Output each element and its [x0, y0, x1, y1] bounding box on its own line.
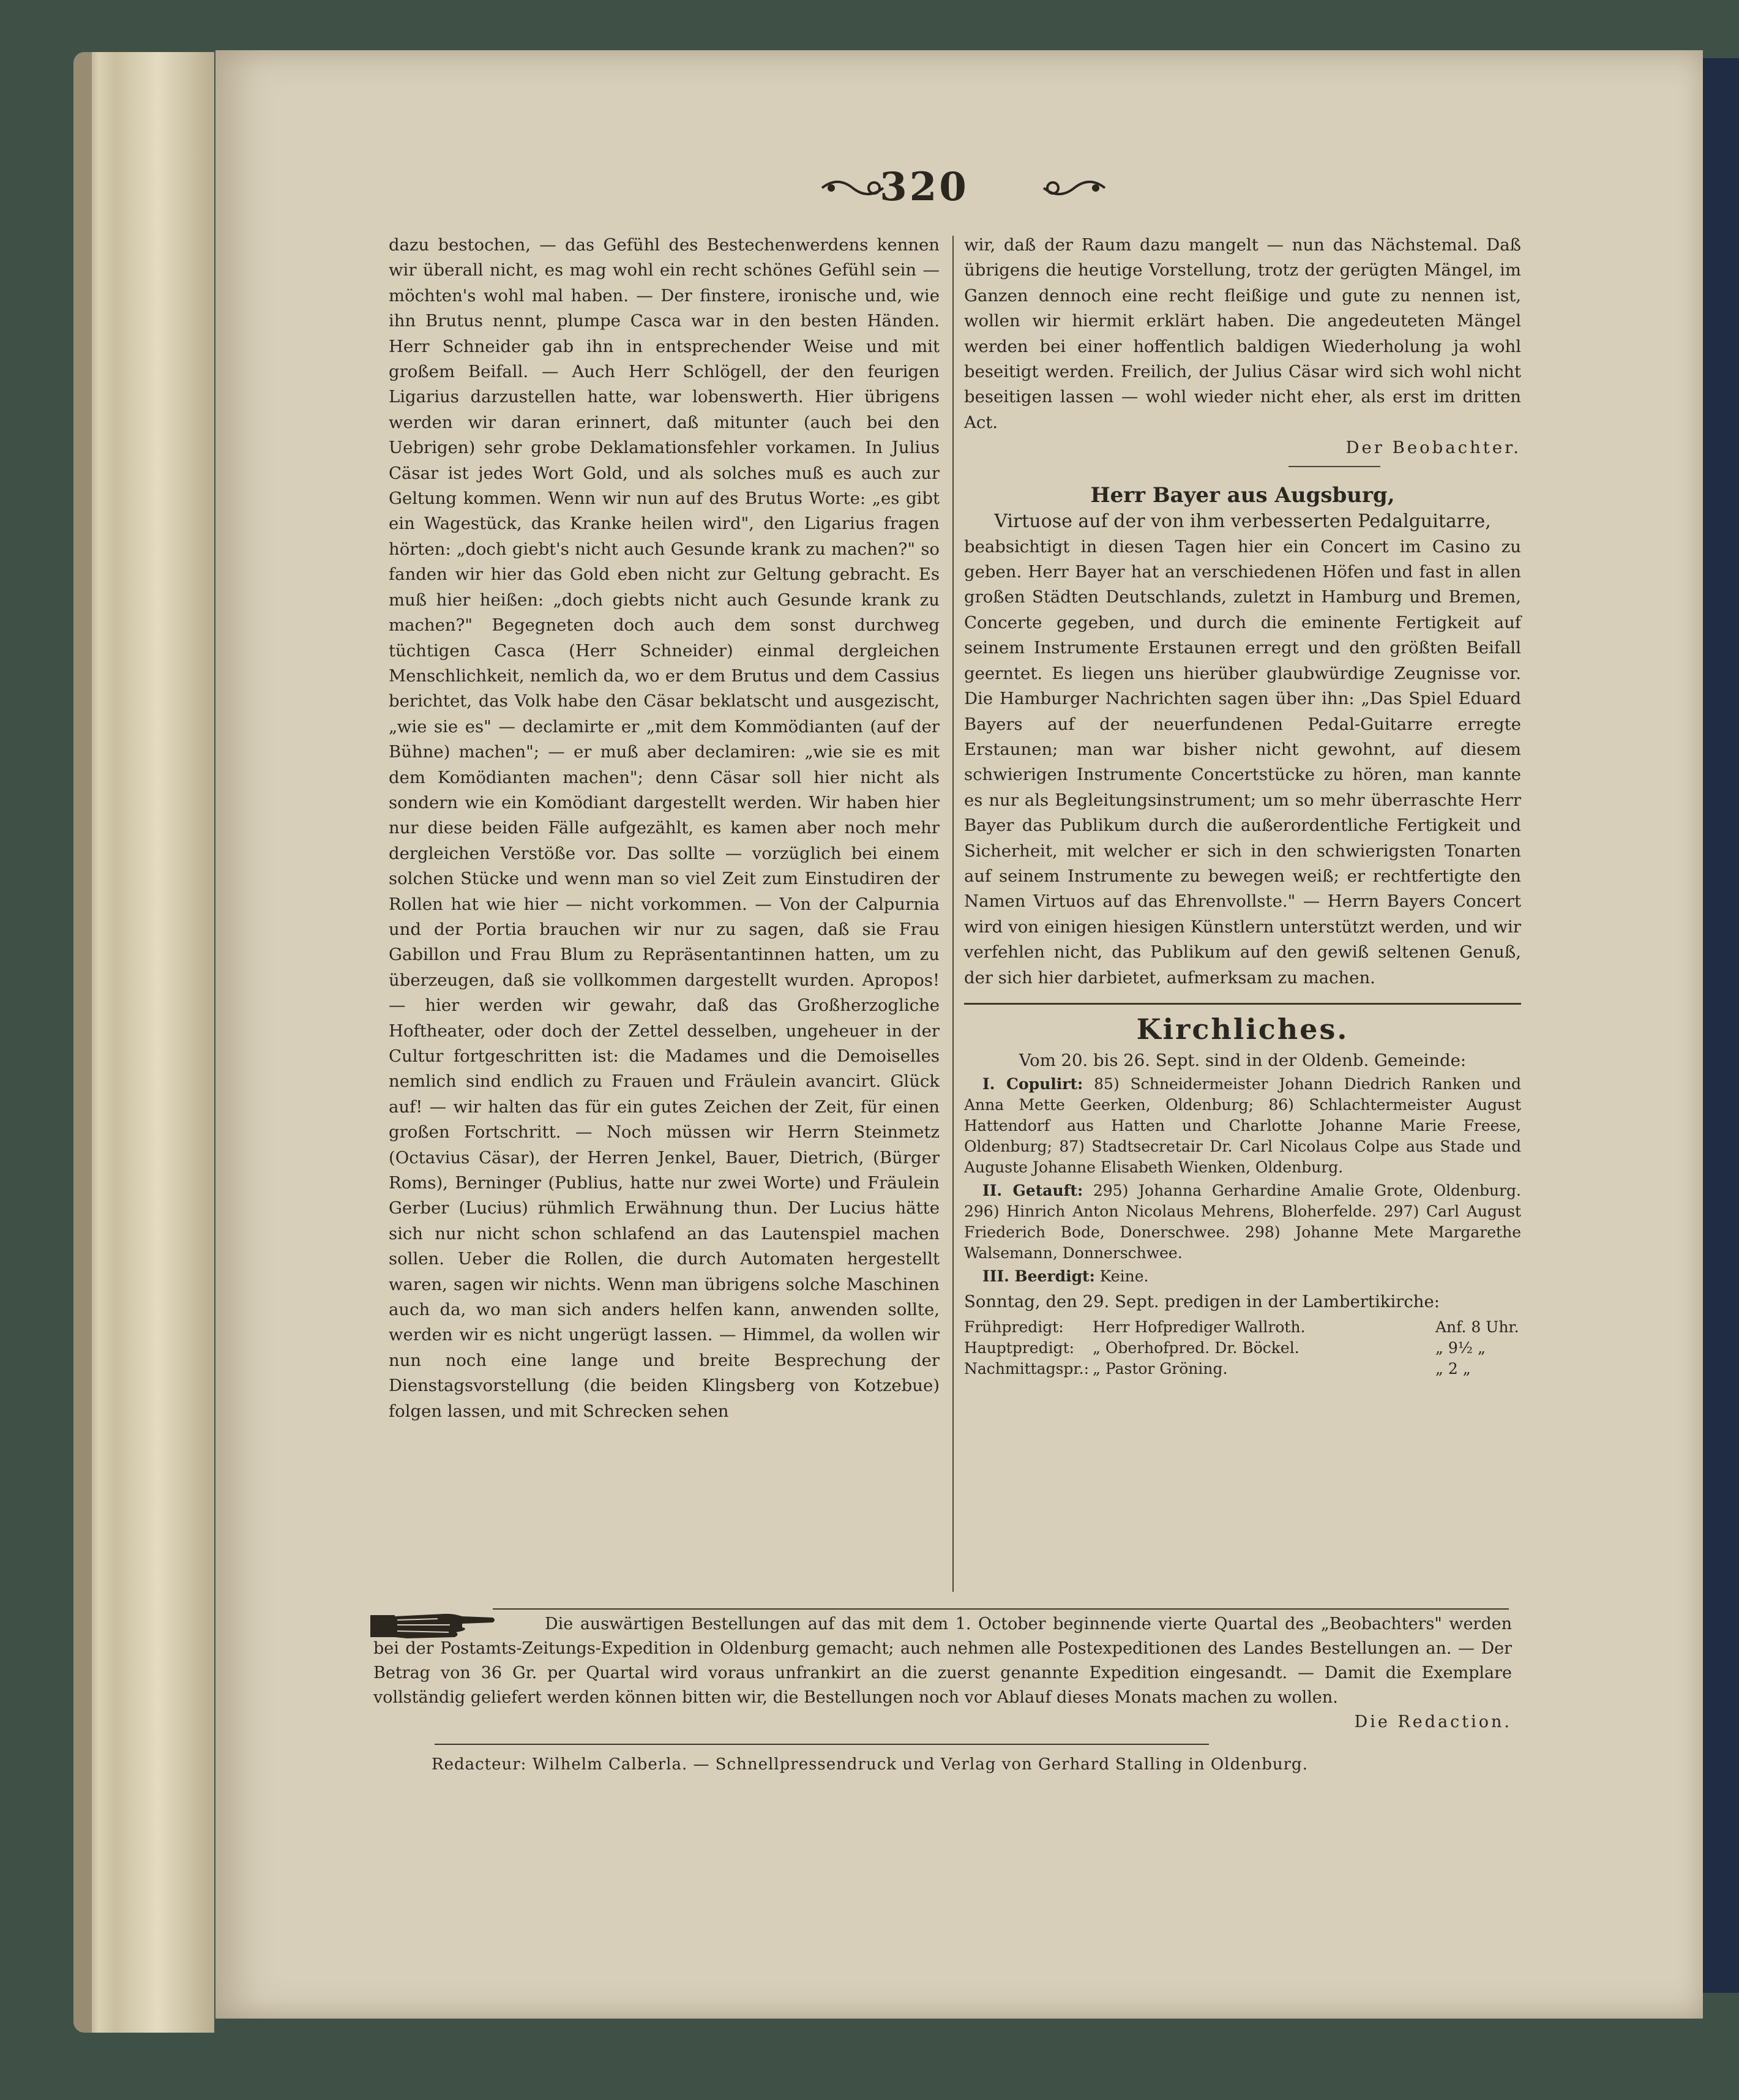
services-table [964, 1317, 1521, 1379]
left-column [389, 233, 940, 1424]
baptized-label: II. Getauft: [982, 1181, 1083, 1199]
copulated-entry [964, 1074, 1521, 1178]
service-preacher: „ Pastor Gröning. [1093, 1360, 1228, 1378]
service-time: Anf. 8 Uhr. [1435, 1318, 1519, 1337]
section-divider [964, 1003, 1521, 1005]
right-flourish-icon [1041, 173, 1108, 203]
article-heading: Herr Bayer aus Augsburg, [1090, 482, 1395, 508]
buried-text: Keine. [1099, 1267, 1149, 1285]
buried-label: III. Beerdigt: [982, 1267, 1095, 1285]
baptized-entry [964, 1180, 1521, 1264]
service-time: „ 2 „ [1435, 1360, 1471, 1378]
page-number: 320 [880, 164, 969, 210]
buried-entry [964, 1266, 1521, 1287]
service-row [964, 1338, 1521, 1359]
notice-divider [493, 1608, 1509, 1610]
right-column [964, 233, 1521, 1379]
baptized-text: 295) Johanna Gerhardine Amalie Grote, Oldenburg. 296) Hinrich Anton Nicolaus Mehrens, Bloherfelde. 297) Carl August Friederich Bode, Donerschwee. 298) Johanne Mete Margarethe Walsemann, Donnerschwee. [964, 1181, 1521, 1262]
left-column-text: dazu bestochen, — das Gefühl des Bestechenwerdens kennen wir überall nicht, es mag wohl ein recht schönes Gefühl sein — möchten's wohl mal haben. — Der finstere, ironische und, wie ihn Brutus nennt, plumpe Casca war in den besten Händen. Herr Schneider gab ihn in entsprechender Weise und mit großem Beifall. — Auch Herr Schlögell, der den feurigen Ligarius darzustellen hatte, war lobenswerth. Hier übrigens werden wir daran erinnert, daß mitunter (auch bei den Uebrigen) sehr grobe Deklamationsfehler vorkamen. In Julius Cäsar ist jedes Wort Gold, und als solches muß es auch zur Geltung kommen. Wenn wir nun auf des Brutus Worte: „es gibt ein Wagestück, das Kranke heilen wird", den Ligarius fragen hörten: „doch giebt's nicht auch Gesunde krank zu machen?" so fanden wir hier das Gold eben nicht zur Geltung gebracht. Es muß hier heißen: „doch giebts nicht auch Gesunde krank zu machen?" Begegneten doch auch dem sonst durchweg tüchtigen Casca (Herr Schneider) einmal dergleichen Menschlichkeit, nemlich da, wo er dem Brutus und dem Cassius berichtet, das Volk habe den Cäsar beklatscht und ausgezischt, „wie sie es" — declamirte er „mit dem Kommödianten (auf der Bühne) machen"; — er muß aber declamiren: „wie sie es mit dem Komödianten machen"; denn Cäsar soll hier nicht als sondern wie ein Komödiant dargestellt werden. Wir haben hier nur diese beiden Fälle aufgezählt, es kamen aber noch mehr dergleichen Verstöße vor. Das sollte — vorzüglich bei einem solchen Stücke und wenn man so viel Zeit zum Einstudiren der Rollen hat wie hier — nicht vorkommen. — Von der Calpurnia und der Portia brauchen wir nur zu sagen, daß sie Frau Gabillon und Frau Blum zu Repräsentantinnen hatten, um zu überzeugen, daß sie vollkommen dargestellt wurden. Apropos! — hier werden wir gewahr, daß das Großherzogliche Hoftheater, oder doch der Zettel desselben, ungeheuer in der Cultur fortgeschritten ist: die Madames und die Demoiselles nemlich sind endlich zu Frauen und Fräulein avancirt. Glück auf! — wir halten das für ein gutes Zeichen der Zeit, für einen großen Fortschritt. — Noch müssen wir Herrn Steinmetz (Octavius Cäsar), der Herren Jenkel, Bauer, Dietrich, (Bürger Roms), Berninger (Publius, hatte nur zwei Worte) und Fräulein Gerber (Lucius) rühmlich Erwähnung thun. Der Lucius hätte sich nur nicht schon schlafend an das Lautenspiel machen sollen. Ueber die Rollen, die durch Automaten hergestellt waren, sagen wir nichts. Wenn man übrigens solche Maschinen auch da, wo man sich anders helfen kann, anwenden sollte, werden wir es nicht ungerügt lassen. — Himmel, da wollen wir nun noch eine lange und breite Besprechung der Dienstagsvorstellung (die beiden Klingsberg von Kotzebue) folgen lassen, und mit Schrecken sehen [389, 235, 940, 1421]
notice-text: Die auswärtigen Bestellungen auf das mit dem 1. October beginnende vierte Quartal des „Beobachters" werden bei der Postamts-Zeitungs-Expedition in Oldenburg gemacht; auch nehmen alle Postexpeditionen des Landes Bestellungen an. — Der Betrag von 36 Gr. per Quartal wird voraus unfrankirt an die zuerst genannte Expedition eingesandt. — Damit die Exemplare vollständig geliefert werden können bitten wir, die Bestellungen noch vor Ablauf dieses Monats machen zu wollen. [373, 1614, 1512, 1707]
church-intro: Vom 20. bis 26. Sept. sind in der Oldenb. Gemeinde: [1019, 1051, 1467, 1071]
review-signature: Der Beobachter. [1345, 438, 1521, 458]
column-divider [952, 236, 954, 1592]
subscription-notice [373, 1612, 1512, 1734]
church-title: Kirchliches. [1136, 1012, 1349, 1046]
copulated-label: I. Copulirt: [982, 1074, 1083, 1093]
service-time: „ 9½ „ [1435, 1339, 1486, 1357]
service-preacher: „ Oberhofpred. Dr. Böckel. [1093, 1339, 1300, 1357]
book-page-edges [73, 52, 214, 2033]
article-subheading: Virtuose auf der von ihm verbesserten Pedalguitarre, [994, 510, 1491, 532]
service-type: Frühpredigt: [964, 1318, 1064, 1337]
service-type: Hauptpredigt: [964, 1339, 1075, 1357]
article-body: beabsichtigt in diesen Tagen hier ein Concert im Casino zu geben. Herr Bayer hat an verschiedenen Höfen und fast in allen großen Städten Deutschlands, zuletzt in Hamburg und Bremen, Concerte gegeben, und durch die eminente Fertigkeit auf seinem Instrumente Erstaunen erregt und den größten Beifall geerntet. Es liegen uns hierüber glaubwürdige Zeugnisse vor. Die Hamburger Nachrichten sagen über ihn: „Das Spiel Eduard Bayers auf der neuerfundenen Pedal-Guitarre erregte Erstaunen; man war bisher nicht gewohnt, auf diesem schwierigen Instrumente Concertstücke zu hören, man kannte es nur als Begleitungsinstrument; um so mehr überraschte Herr Bayer das Publikum durch die außerordentliche Fertigkeit und Sicherheit, mit welcher er sich in den schwierigsten Tonarten auf seinem Instrumente zu bewegen weiß; er rechtfertigte den Namen Virtuos auf das Ehrenvollste." — Herrn Bayers Concert wird von einigen hiesigen Künstlern unterstützt werden, und wir verfehlen nicht, das Publikum auf den gewiß seltenen Genuß, der sich hier darbietet, aufmerksam zu machen. [964, 536, 1521, 988]
notice-signature: Die Redaction. [1354, 1712, 1512, 1731]
service-row [964, 1317, 1521, 1338]
service-row [964, 1359, 1521, 1379]
footer-divider [435, 1744, 1209, 1745]
service-type: Nachmittagspr.: [964, 1360, 1089, 1378]
sunday-line: Sonntag, den 29. Sept. predigen in der Lambertikirche: [964, 1291, 1440, 1311]
imprint-footer: Redacteur: Wilhelm Calberla. — Schnellpressendruck und Verlag von Gerhard Stalling in Oldenburg. [432, 1755, 1308, 1774]
short-divider [1288, 466, 1380, 467]
copulated-text: 85) Schneidermeister Johann Diedrich Ranken und Anna Mette Geerken, Oldenburg; 86) Schlachtermeister August Hattendorf aus Hatten und Charlotte Johanne Marie Freese, Oldenburg; 87) Stadtsecretair Dr. Carl Nicolaus Colpe aus Stade und Auguste Johanne Elisabeth Wienken, Oldenburg. [964, 1074, 1522, 1176]
review-continuation: wir, daß der Raum dazu mangelt — nun das Nächstemal. Daß übrigens die heutige Vorstellung, trotz der gerügten Mängel, im Ganzen dennoch eine recht fleißige und gute zu nennen ist, wollen wir hiermit erklärt haben. Die angedeuteten Mängel werden bei einer hoffentlich baldigen Wiederholung ja wohl beseitigt werden. Freilich, der Julius Cäsar wird sich wohl nicht beseitigen lassen — wohl wieder nicht eher, als erst im dritten Act. [964, 235, 1521, 432]
service-preacher: Herr Hofprediger Wallroth. [1093, 1318, 1306, 1337]
